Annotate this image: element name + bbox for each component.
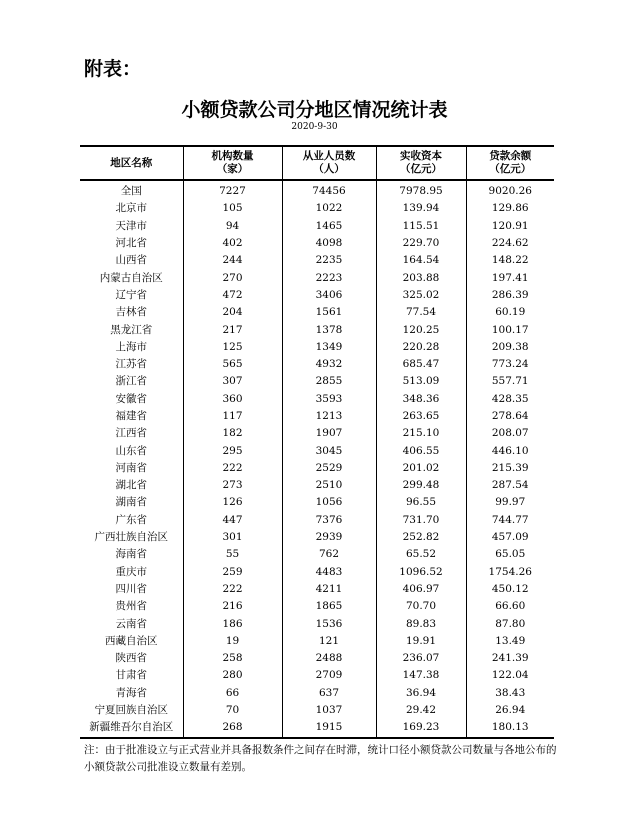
value-cell: 201.02 — [376, 460, 466, 477]
value-cell: 1096.52 — [376, 564, 466, 581]
table-row — [80, 252, 554, 269]
value-cell: 360 — [183, 391, 282, 408]
table-row — [80, 408, 554, 425]
region-cell: 吉林省 — [80, 304, 183, 321]
table-row — [80, 235, 554, 252]
table-row — [80, 321, 554, 338]
value-cell: 125 — [183, 339, 282, 356]
table-header — [80, 146, 554, 180]
column-header — [80, 146, 183, 180]
region-cell: 云南省 — [80, 615, 183, 632]
footnote: 注：由于批准设立与正式营业并具备报数条件之间存在时滞，统计口径小额贷款公司数量与各地公布的小额贷款公司批准设立数量有差别。 — [84, 744, 557, 773]
value-cell: 2709 — [282, 667, 376, 684]
column-header-unit: （亿元） — [489, 163, 532, 175]
value-cell: 89.83 — [376, 615, 466, 632]
table-row — [80, 512, 554, 529]
table-row — [80, 373, 554, 390]
column-header-label: 从业人员数 — [302, 150, 356, 162]
value-cell: 299.48 — [376, 477, 466, 494]
value-cell: 55 — [183, 546, 282, 563]
report-date: 2020-9-30 — [291, 122, 338, 132]
value-cell: 1056 — [282, 494, 376, 511]
value-cell: 180.13 — [466, 719, 554, 737]
value-cell: 259 — [183, 564, 282, 581]
value-cell: 252.82 — [376, 529, 466, 546]
region-cell: 内蒙古自治区 — [80, 269, 183, 286]
table-row — [80, 477, 554, 494]
value-cell: 731.70 — [376, 512, 466, 529]
value-cell: 1213 — [282, 408, 376, 425]
value-cell: 66.60 — [466, 598, 554, 615]
value-cell: 120.25 — [376, 321, 466, 338]
value-cell: 74456 — [282, 180, 376, 200]
table-row — [80, 494, 554, 511]
value-cell: 447 — [183, 512, 282, 529]
value-cell: 65.52 — [376, 546, 466, 563]
value-cell: 472 — [183, 287, 282, 304]
value-cell: 19.91 — [376, 633, 466, 650]
value-cell: 100.17 — [466, 321, 554, 338]
region-cell: 山西省 — [80, 252, 183, 269]
region-cell: 新疆维吾尔自治区 — [80, 719, 183, 737]
region-cell: 湖北省 — [80, 477, 183, 494]
value-cell: 197.41 — [466, 269, 554, 286]
value-cell: 762 — [282, 546, 376, 563]
region-cell: 四川省 — [80, 581, 183, 598]
value-cell: 224.62 — [466, 235, 554, 252]
column-header-label: 贷款余额 — [489, 150, 532, 162]
value-cell: 270 — [183, 269, 282, 286]
value-cell: 117 — [183, 408, 282, 425]
value-cell: 215.10 — [376, 425, 466, 442]
column-header — [282, 146, 376, 180]
table-row — [80, 529, 554, 546]
value-cell: 287.54 — [466, 477, 554, 494]
region-cell: 陕西省 — [80, 650, 183, 667]
value-cell: 744.77 — [466, 512, 554, 529]
region-cell: 河北省 — [80, 235, 183, 252]
value-cell: 7376 — [282, 512, 376, 529]
region-cell: 福建省 — [80, 408, 183, 425]
value-cell: 406.55 — [376, 442, 466, 459]
value-cell: 2235 — [282, 252, 376, 269]
value-cell: 1536 — [282, 615, 376, 632]
table-row — [80, 269, 554, 286]
value-cell: 1754.26 — [466, 564, 554, 581]
region-cell: 天津市 — [80, 218, 183, 235]
value-cell: 278.64 — [466, 408, 554, 425]
value-cell: 222 — [183, 460, 282, 477]
value-cell: 139.94 — [376, 200, 466, 217]
region-cell: 黑龙江省 — [80, 321, 183, 338]
column-header — [183, 146, 282, 180]
region-cell: 河南省 — [80, 460, 183, 477]
statistics-table — [80, 145, 554, 739]
value-cell: 222 — [183, 581, 282, 598]
region-cell: 贵州省 — [80, 598, 183, 615]
region-cell: 重庆市 — [80, 564, 183, 581]
value-cell: 236.07 — [376, 650, 466, 667]
value-cell: 1037 — [282, 702, 376, 719]
value-cell: 637 — [282, 685, 376, 702]
table-row — [80, 304, 554, 321]
value-cell: 1465 — [282, 218, 376, 235]
value-cell: 4483 — [282, 564, 376, 581]
region-cell: 辽宁省 — [80, 287, 183, 304]
value-cell: 169.23 — [376, 719, 466, 737]
value-cell: 565 — [183, 356, 282, 373]
region-cell: 江苏省 — [80, 356, 183, 373]
table-row — [80, 546, 554, 563]
value-cell: 258 — [183, 650, 282, 667]
value-cell: 457.09 — [466, 529, 554, 546]
region-cell: 广西壮族自治区 — [80, 529, 183, 546]
table-row — [80, 425, 554, 442]
table-row — [80, 598, 554, 615]
value-cell: 307 — [183, 373, 282, 390]
value-cell: 36.94 — [376, 685, 466, 702]
value-cell: 406.97 — [376, 581, 466, 598]
value-cell: 301 — [183, 529, 282, 546]
value-cell: 325.02 — [376, 287, 466, 304]
value-cell: 216 — [183, 598, 282, 615]
value-cell: 295 — [183, 442, 282, 459]
region-cell: 甘肃省 — [80, 667, 183, 684]
region-cell: 北京市 — [80, 200, 183, 217]
value-cell: 773.24 — [466, 356, 554, 373]
value-cell: 450.12 — [466, 581, 554, 598]
value-cell: 96.55 — [376, 494, 466, 511]
value-cell: 147.38 — [376, 667, 466, 684]
value-cell: 7978.95 — [376, 180, 466, 200]
table-row — [80, 339, 554, 356]
value-cell: 229.70 — [376, 235, 466, 252]
value-cell: 66 — [183, 685, 282, 702]
value-cell: 126 — [183, 494, 282, 511]
value-cell: 203.88 — [376, 269, 466, 286]
value-cell: 105 — [183, 200, 282, 217]
value-cell: 286.39 — [466, 287, 554, 304]
table-row — [80, 615, 554, 632]
value-cell: 3593 — [282, 391, 376, 408]
value-cell: 99.97 — [466, 494, 554, 511]
value-cell: 65.05 — [466, 546, 554, 563]
value-cell: 182 — [183, 425, 282, 442]
value-cell: 60.19 — [466, 304, 554, 321]
value-cell: 209.38 — [466, 339, 554, 356]
value-cell: 685.47 — [376, 356, 466, 373]
value-cell: 94 — [183, 218, 282, 235]
column-header-unit: （亿元） — [400, 163, 442, 175]
column-header — [376, 146, 466, 180]
value-cell: 1915 — [282, 719, 376, 737]
table-row — [80, 442, 554, 459]
value-cell: 19 — [183, 633, 282, 650]
value-cell: 204 — [183, 304, 282, 321]
table-row — [80, 633, 554, 650]
region-cell: 全国 — [80, 180, 183, 200]
value-cell: 208.07 — [466, 425, 554, 442]
value-cell: 29.42 — [376, 702, 466, 719]
value-cell: 38.43 — [466, 685, 554, 702]
table-row — [80, 391, 554, 408]
value-cell: 217 — [183, 321, 282, 338]
value-cell: 2939 — [282, 529, 376, 546]
value-cell: 2488 — [282, 650, 376, 667]
region-cell: 广东省 — [80, 512, 183, 529]
column-header — [466, 146, 554, 180]
value-cell: 220.28 — [376, 339, 466, 356]
value-cell: 186 — [183, 615, 282, 632]
value-cell: 2855 — [282, 373, 376, 390]
value-cell: 3045 — [282, 442, 376, 459]
value-cell: 1349 — [282, 339, 376, 356]
column-header-label: 地区名称 — [110, 156, 153, 169]
value-cell: 3406 — [282, 287, 376, 304]
value-cell: 513.09 — [376, 373, 466, 390]
region-cell: 海南省 — [80, 546, 183, 563]
value-cell: 241.39 — [466, 650, 554, 667]
table-row — [80, 581, 554, 598]
value-cell: 2223 — [282, 269, 376, 286]
value-cell: 121 — [282, 633, 376, 650]
value-cell: 120.91 — [466, 218, 554, 235]
value-cell: 4098 — [282, 235, 376, 252]
table-row — [80, 287, 554, 304]
value-cell: 4932 — [282, 356, 376, 373]
value-cell: 1561 — [282, 304, 376, 321]
value-cell: 2510 — [282, 477, 376, 494]
table-row — [80, 719, 554, 737]
column-header-unit: （人） — [313, 163, 345, 175]
value-cell: 70 — [183, 702, 282, 719]
table-row — [80, 356, 554, 373]
value-cell: 148.22 — [466, 252, 554, 269]
table-row — [80, 180, 554, 200]
value-cell: 268 — [183, 719, 282, 737]
value-cell: 273 — [183, 477, 282, 494]
column-header-label: 实收资本 — [400, 150, 442, 162]
column-header-label: 机构数量 — [211, 150, 254, 162]
value-cell: 263.65 — [376, 408, 466, 425]
value-cell: 1022 — [282, 200, 376, 217]
table-row — [80, 702, 554, 719]
region-cell: 宁夏回族自治区 — [80, 702, 183, 719]
value-cell: 1865 — [282, 598, 376, 615]
value-cell: 164.54 — [376, 252, 466, 269]
value-cell: 402 — [183, 235, 282, 252]
value-cell: 26.94 — [466, 702, 554, 719]
region-cell: 江西省 — [80, 425, 183, 442]
value-cell: 115.51 — [376, 218, 466, 235]
appendix-label: 附表： — [84, 58, 142, 80]
value-cell: 7227 — [183, 180, 282, 200]
value-cell: 244 — [183, 252, 282, 269]
column-header-unit: （家） — [216, 163, 249, 175]
value-cell: 1907 — [282, 425, 376, 442]
value-cell: 87.80 — [466, 615, 554, 632]
region-cell: 西藏自治区 — [80, 633, 183, 650]
table-body — [80, 180, 554, 738]
value-cell: 446.10 — [466, 442, 554, 459]
value-cell: 9020.26 — [466, 180, 554, 200]
value-cell: 122.04 — [466, 667, 554, 684]
table-row — [80, 685, 554, 702]
value-cell: 77.54 — [376, 304, 466, 321]
value-cell: 129.86 — [466, 200, 554, 217]
value-cell: 4211 — [282, 581, 376, 598]
table-row — [80, 667, 554, 684]
value-cell: 215.39 — [466, 460, 554, 477]
value-cell: 557.71 — [466, 373, 554, 390]
table-row — [80, 218, 554, 235]
region-cell: 上海市 — [80, 339, 183, 356]
value-cell: 13.49 — [466, 633, 554, 650]
region-cell: 青海省 — [80, 685, 183, 702]
region-cell: 安徽省 — [80, 391, 183, 408]
table-row — [80, 200, 554, 217]
region-cell: 湖南省 — [80, 494, 183, 511]
table-row — [80, 564, 554, 581]
table-row — [80, 460, 554, 477]
value-cell: 2529 — [282, 460, 376, 477]
table-title: 小额贷款公司分地区情况统计表 — [181, 99, 448, 121]
table-row — [80, 650, 554, 667]
value-cell: 1378 — [282, 321, 376, 338]
value-cell: 348.36 — [376, 391, 466, 408]
region-cell: 山东省 — [80, 442, 183, 459]
value-cell: 428.35 — [466, 391, 554, 408]
value-cell: 70.70 — [376, 598, 466, 615]
value-cell: 280 — [183, 667, 282, 684]
region-cell: 浙江省 — [80, 373, 183, 390]
